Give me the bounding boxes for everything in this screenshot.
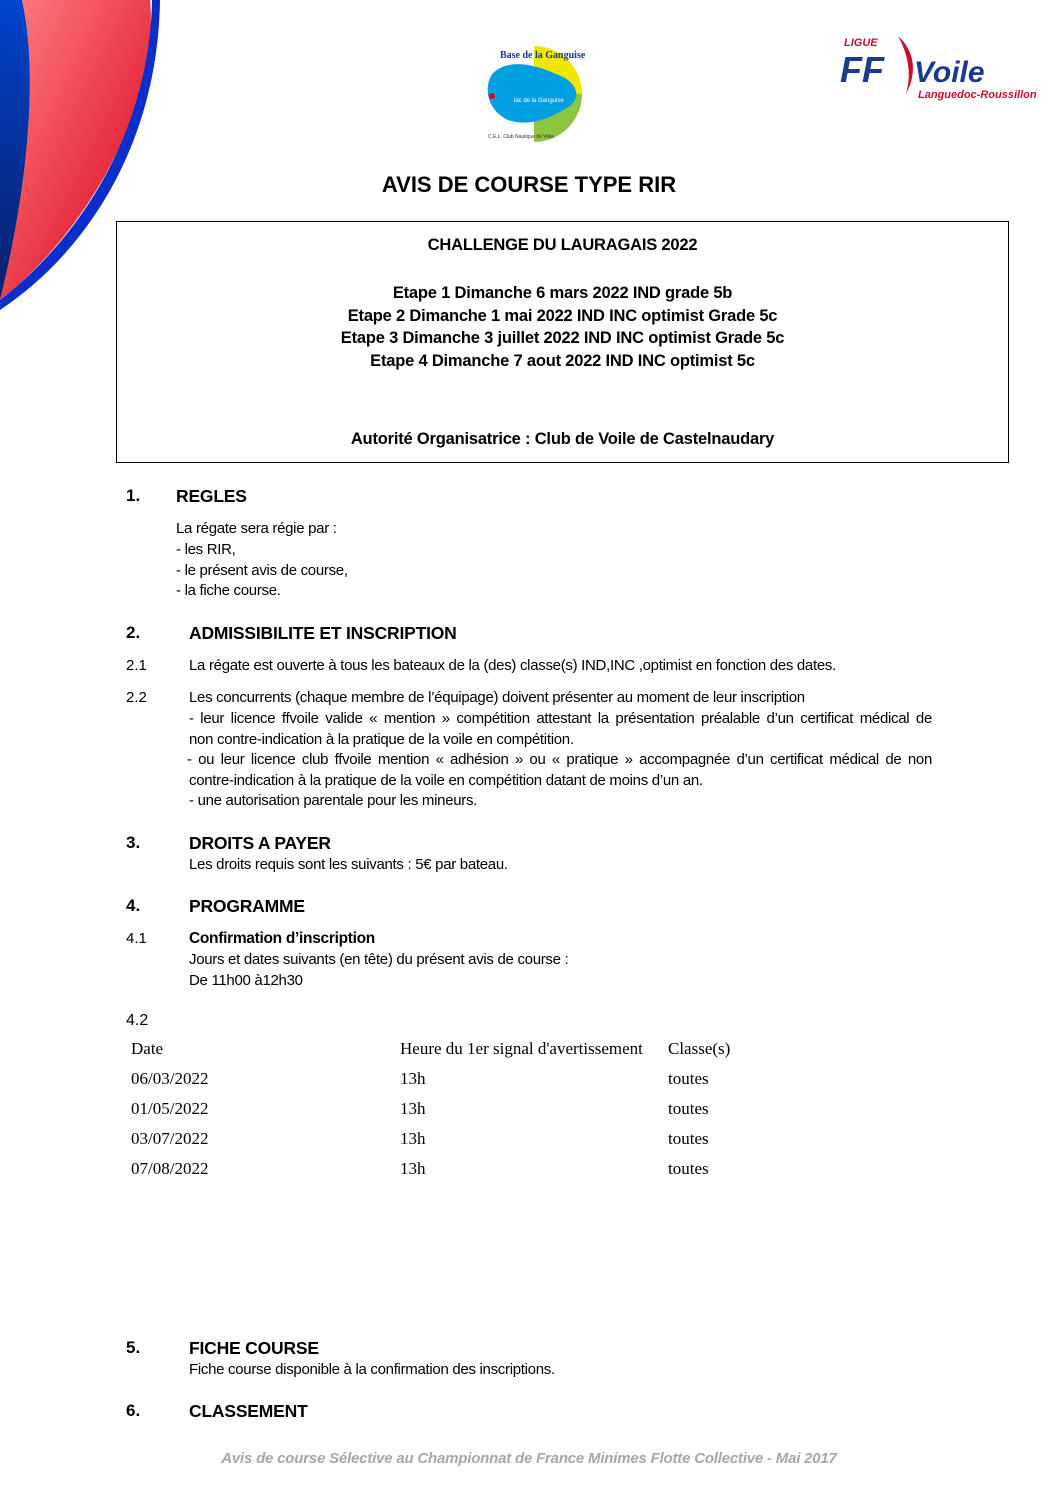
etape-line: Etape 3 Dimanche 3 juillet 2022 IND INC optimist Grade 5c xyxy=(340,329,785,347)
etape-line: Etape 1 Dimanche 6 mars 2022 IND grade 5b xyxy=(392,284,733,302)
paragraph-line: contre-indication à la pratique de la voile en compétition datant de moins d’un an. xyxy=(189,772,703,789)
table-header: Classe(s) xyxy=(668,1039,731,1058)
base-logo-lake-text: lac de la Ganguise xyxy=(514,98,564,104)
paragraph-line: Jours et dates suivants (en tête) du présent avis de course : xyxy=(189,951,569,968)
base-logo-text: Base de la Ganguise xyxy=(500,50,586,61)
table-cell: toutes xyxy=(668,1159,709,1178)
ff-text: FF xyxy=(840,49,884,90)
subsection-title: Confirmation d’inscription xyxy=(189,930,375,947)
list-item: - le présent avis de course, xyxy=(176,562,348,579)
challenge-box xyxy=(116,221,1009,463)
paragraph: Fiche course disponible à la confirmation des inscriptions. xyxy=(189,1361,555,1378)
table-cell: toutes xyxy=(668,1069,709,1088)
table-cell: 13h xyxy=(400,1159,426,1178)
voile-text: Voile xyxy=(914,56,985,89)
table-cell: toutes xyxy=(668,1099,709,1118)
section-5-title: FICHE COURSE xyxy=(189,1338,319,1358)
paragraph-line: Les concurrents (chaque membre de l’équipage) doivent présenter au moment de leur inscription xyxy=(189,689,805,706)
sail-icon xyxy=(898,36,913,94)
page-title: AVIS DE COURSE TYPE RIR xyxy=(381,172,677,197)
section-2-title: ADMISSIBILITE ET INSCRIPTION xyxy=(189,623,457,643)
paragraph-line: - une autorisation parentale pour les mineurs. xyxy=(189,792,478,809)
section-6-title: CLASSEMENT xyxy=(189,1401,308,1421)
subsection-number: 2.1 xyxy=(126,657,147,674)
section-3-title: DROITS A PAYER xyxy=(189,833,331,853)
section-1-title: REGLES xyxy=(176,486,247,506)
paragraph-line: - leur licence ffvoile valide « mention » compétition attestant la présentation préalable d’un certificat médical de xyxy=(189,710,932,727)
organizing-authority: Autorité Organisatrice : Club de Voile de Castelnaudary xyxy=(350,430,775,448)
table-cell: toutes xyxy=(668,1129,709,1148)
base-ganguise-logo xyxy=(470,36,594,146)
subsection-number: 4.2 xyxy=(126,1012,149,1029)
ff-voile-logo xyxy=(836,28,1042,108)
paragraph-line: non contre-indication à la pratique de la voile en compétition. xyxy=(189,731,574,748)
table-cell: 13h xyxy=(400,1099,426,1118)
ligue-text: LIGUE xyxy=(844,37,878,49)
section-5-number: 5. xyxy=(126,1338,141,1357)
section-2-number: 2. xyxy=(126,623,141,642)
section-3-number: 3. xyxy=(126,833,141,852)
section-1-intro: La régate sera régie par : xyxy=(176,520,337,537)
etape-line: Etape 2 Dimanche 1 mai 2022 IND INC optimist Grade 5c xyxy=(347,307,778,325)
table-cell: 03/07/2022 xyxy=(131,1129,209,1148)
table-cell: 06/03/2022 xyxy=(131,1069,209,1088)
region-text: Languedoc-Roussillon xyxy=(918,89,1037,101)
subsection-number: 2.2 xyxy=(126,689,147,706)
section-1-number: 1. xyxy=(126,486,141,505)
table-cell: 07/08/2022 xyxy=(131,1159,209,1178)
paragraph: Les droits requis sont les suivants : 5€ par bateau. xyxy=(189,856,508,873)
section-6-number: 6. xyxy=(126,1401,141,1420)
table-cell: 13h xyxy=(400,1129,426,1148)
paragraph-line: - ou leur licence club ffvoile mention « adhésion » ou « pratique » accompagnée d’un certificat médical de non xyxy=(187,751,932,768)
base-logo-sub-text: C.E.L. Club Nautique de Voile xyxy=(488,134,555,140)
list-item: - les RIR, xyxy=(176,541,236,558)
paragraph-line: De 11h00 à12h30 xyxy=(189,972,303,989)
etape-line: Etape 4 Dimanche 7 aout 2022 IND INC optimist 5c xyxy=(370,352,755,370)
section-4-title: PROGRAMME xyxy=(189,896,305,916)
paragraph: La régate est ouverte à tous les bateaux de la (des) classe(s) IND,INC ,optimist en fonction des dates. xyxy=(189,657,836,674)
section-4-number: 4. xyxy=(126,896,141,915)
page-footer: Avis de course Sélective au Championnat de France Minimes Flotte Collective - Mai 2017 xyxy=(221,1450,837,1467)
table-header: Heure du 1er signal d'avertissement xyxy=(400,1039,643,1058)
list-item: - la fiche course. xyxy=(176,582,281,599)
subsection-number: 4.1 xyxy=(126,930,147,947)
table-cell: 01/05/2022 xyxy=(131,1099,209,1118)
table-cell: 13h xyxy=(400,1069,426,1088)
table-header: Date xyxy=(131,1039,164,1058)
challenge-title: CHALLENGE DU LAURAGAIS 2022 xyxy=(427,236,698,254)
